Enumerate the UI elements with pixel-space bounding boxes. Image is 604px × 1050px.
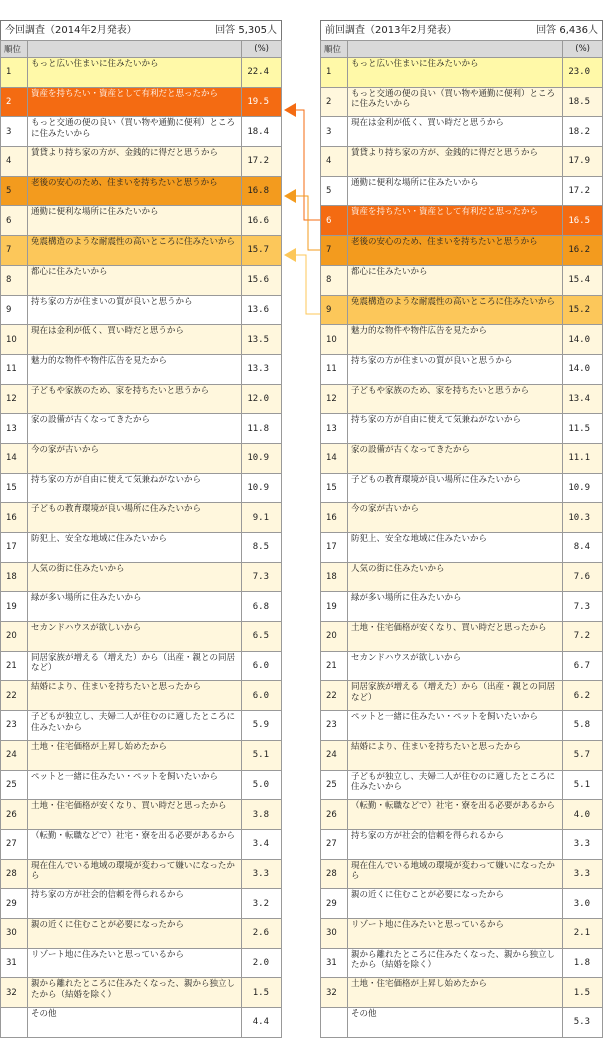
reason-cell: 現在は金利が低く、買い時だと思うから bbox=[348, 117, 563, 147]
rank-header: 順位 bbox=[1, 41, 28, 58]
rank-cell: 6 bbox=[1, 206, 28, 236]
reason-cell: 同居家族が増える（増えた）から（出産・親との同居など） bbox=[348, 681, 563, 711]
table-row bbox=[1, 443, 282, 473]
reason-header bbox=[348, 41, 563, 58]
table-row bbox=[321, 443, 603, 473]
reason-cell: 老後の安心のため、住まいを持ちたいと思うから bbox=[348, 236, 563, 266]
reason-cell: 家の設備が古くなってきたから bbox=[28, 414, 242, 444]
table-row bbox=[1, 206, 282, 236]
reason-cell: 結婚により、住まいを持ちたいと思ったから bbox=[28, 681, 242, 711]
table-row bbox=[1, 622, 282, 652]
table-row bbox=[1, 473, 282, 503]
reason-cell: ペットと一緒に住みたい・ペットを飼いたいから bbox=[28, 770, 242, 800]
reason-cell: 同居家族が増える（増えた）から（出産・親との同居など） bbox=[28, 651, 242, 681]
table-row bbox=[1, 414, 282, 444]
percent-cell: 10.3 bbox=[563, 503, 603, 533]
reason-cell: 魅力的な物件や物件広告を見たから bbox=[348, 325, 563, 355]
table-row bbox=[321, 236, 603, 266]
percent-cell: 15.4 bbox=[563, 265, 603, 295]
rank-cell: 10 bbox=[321, 325, 348, 355]
reason-cell: 親から離れたところに住みたくなった、親から独立したから（結婚を除く） bbox=[28, 978, 242, 1008]
rank-cell: 19 bbox=[1, 592, 28, 622]
percent-cell: 16.8 bbox=[242, 176, 282, 206]
table-row bbox=[1, 681, 282, 711]
percent-cell: 23.0 bbox=[563, 58, 603, 88]
reason-cell: 都心に住みたいから bbox=[28, 265, 242, 295]
percent-cell: 6.7 bbox=[563, 651, 603, 681]
percent-cell: 15.6 bbox=[242, 265, 282, 295]
percent-cell: 7.6 bbox=[563, 562, 603, 592]
reason-cell: 現在は金利が低く、買い時だと思うから bbox=[28, 325, 242, 355]
reason-cell: 持ち家の方が自由に使えて気兼ねがないから bbox=[348, 414, 563, 444]
table-row bbox=[321, 117, 603, 147]
reason-cell: 土地・住宅価格が安くなり、買い時だと思ったから bbox=[348, 622, 563, 652]
percent-cell: 1.5 bbox=[563, 978, 603, 1008]
percent-cell: 3.2 bbox=[242, 889, 282, 919]
rank-cell: 13 bbox=[1, 414, 28, 444]
reason-cell: 免震構造のような耐震性の高いところに住みたいから bbox=[28, 236, 242, 266]
reason-cell: 人気の街に住みたいから bbox=[28, 562, 242, 592]
percent-cell: 3.3 bbox=[563, 829, 603, 859]
reason-header bbox=[28, 41, 242, 58]
rank-cell: 14 bbox=[1, 443, 28, 473]
rank-cell: 7 bbox=[321, 236, 348, 266]
reason-cell: 資産を持ちたい・資産として有利だと思ったから bbox=[348, 206, 563, 236]
reason-cell: 子どもや家族のため、家を持ちたいと思うから bbox=[348, 384, 563, 414]
percent-cell: 8.5 bbox=[242, 533, 282, 563]
percent-unit-header: (%) bbox=[563, 41, 603, 58]
reason-cell: 持ち家の方が社会的信頼を得られるから bbox=[348, 829, 563, 859]
rank-header: 順位 bbox=[321, 41, 348, 58]
current-survey-rows bbox=[1, 58, 282, 1038]
percent-cell: 2.0 bbox=[242, 948, 282, 978]
rank-cell: 10 bbox=[1, 325, 28, 355]
table-row bbox=[1, 889, 282, 919]
percent-cell: 11.8 bbox=[242, 414, 282, 444]
table-row bbox=[321, 354, 603, 384]
percent-cell: 14.0 bbox=[563, 354, 603, 384]
reason-cell: 持ち家の方が自由に使えて気兼ねがないから bbox=[28, 473, 242, 503]
rank-cell: 27 bbox=[1, 829, 28, 859]
previous-survey-rows bbox=[321, 58, 603, 1038]
rank-cell: 20 bbox=[321, 622, 348, 652]
table-row bbox=[321, 473, 603, 503]
rank-cell: 5 bbox=[321, 176, 348, 206]
table-row bbox=[1, 918, 282, 948]
percent-cell: 14.0 bbox=[563, 325, 603, 355]
table-row bbox=[321, 711, 603, 741]
percent-cell: 2.6 bbox=[242, 918, 282, 948]
reason-cell: 賃貸より持ち家の方が、金銭的に得だと思うから bbox=[348, 147, 563, 177]
percent-cell: 5.0 bbox=[242, 770, 282, 800]
table-row bbox=[321, 622, 603, 652]
reason-cell: もっと交通の便の良い（買い物や通勤に便利）ところに住みたいから bbox=[28, 117, 242, 147]
percent-cell: 5.1 bbox=[242, 740, 282, 770]
percent-cell: 22.4 bbox=[242, 58, 282, 88]
rank-cell: 18 bbox=[1, 562, 28, 592]
table-row bbox=[1, 592, 282, 622]
reason-cell: セカンドハウスが欲しいから bbox=[28, 622, 242, 652]
reason-cell: 土地・住宅価格が上昇し始めたから bbox=[348, 978, 563, 1008]
reason-cell: 現在住んでいる地域の環境が変わって嫌いになったから bbox=[28, 859, 242, 889]
table-row bbox=[1, 770, 282, 800]
rank-cell: 4 bbox=[1, 147, 28, 177]
reason-cell: 結婚により、住まいを持ちたいと思ったから bbox=[348, 740, 563, 770]
rank-cell: 18 bbox=[321, 562, 348, 592]
percent-cell: 3.4 bbox=[242, 829, 282, 859]
table-row bbox=[321, 770, 603, 800]
percent-cell: 15.7 bbox=[242, 236, 282, 266]
rank-cell: 3 bbox=[1, 117, 28, 147]
table-row bbox=[1, 978, 282, 1008]
percent-cell: 5.9 bbox=[242, 711, 282, 741]
table-row bbox=[321, 592, 603, 622]
reason-cell: その他 bbox=[348, 1008, 563, 1038]
table-row bbox=[1, 87, 282, 117]
arrow-rank9-to-rank7 bbox=[296, 255, 320, 314]
percent-cell: 6.0 bbox=[242, 651, 282, 681]
percent-cell: 7.3 bbox=[563, 592, 603, 622]
table-row bbox=[321, 829, 603, 859]
rank-cell: 29 bbox=[1, 889, 28, 919]
previous-survey-table bbox=[320, 40, 603, 1038]
rank-cell: 31 bbox=[321, 948, 348, 978]
table-row bbox=[1, 147, 282, 177]
rank-cell: 14 bbox=[321, 443, 348, 473]
percent-cell: 1.8 bbox=[563, 948, 603, 978]
rank-cell: 12 bbox=[321, 384, 348, 414]
reason-cell: 今の家が古いから bbox=[28, 443, 242, 473]
arrow-head-icon bbox=[284, 248, 296, 262]
table-row bbox=[321, 384, 603, 414]
rank-cell: 21 bbox=[321, 651, 348, 681]
previous-survey-title: 前回調査（2013年2月発表） bbox=[325, 25, 457, 36]
percent-cell: 2.1 bbox=[563, 918, 603, 948]
rank-cell: 20 bbox=[1, 622, 28, 652]
percent-cell: 15.2 bbox=[563, 295, 603, 325]
reason-cell: （転勤・転職などで）社宅・寮を出る必要があるから bbox=[28, 829, 242, 859]
table-row bbox=[1, 58, 282, 88]
percent-cell: 3.0 bbox=[563, 889, 603, 919]
rank-cell: 13 bbox=[321, 414, 348, 444]
rank-cell: 11 bbox=[1, 354, 28, 384]
table-row bbox=[321, 1008, 603, 1038]
reason-cell: 現在住んでいる地域の環境が変わって嫌いになったから bbox=[348, 859, 563, 889]
table-row bbox=[321, 562, 603, 592]
previous-survey-title-bar bbox=[320, 20, 603, 40]
rank-cell bbox=[321, 1008, 348, 1038]
rank-cell: 16 bbox=[321, 503, 348, 533]
percent-cell: 12.0 bbox=[242, 384, 282, 414]
reason-cell: その他 bbox=[28, 1008, 242, 1038]
table-row bbox=[321, 87, 603, 117]
reason-cell: リゾート地に住みたいと思っているから bbox=[348, 918, 563, 948]
reason-cell: （転勤・転職などで）社宅・寮を出る必要があるから bbox=[348, 800, 563, 830]
arrow-head-icon bbox=[284, 189, 296, 203]
rank-cell: 11 bbox=[321, 354, 348, 384]
percent-cell: 3.3 bbox=[242, 859, 282, 889]
rank-cell: 16 bbox=[1, 503, 28, 533]
reason-cell: 免震構造のような耐震性の高いところに住みたいから bbox=[348, 295, 563, 325]
rank-cell: 32 bbox=[321, 978, 348, 1008]
percent-cell: 5.8 bbox=[563, 711, 603, 741]
rank-cell: 22 bbox=[321, 681, 348, 711]
percent-cell: 18.4 bbox=[242, 117, 282, 147]
rank-cell: 28 bbox=[1, 859, 28, 889]
reason-cell: リゾート地に住みたいと思っているから bbox=[28, 948, 242, 978]
percent-cell: 5.7 bbox=[563, 740, 603, 770]
table-row bbox=[1, 711, 282, 741]
reason-cell: 防犯上、安全な地域に住みたいから bbox=[28, 533, 242, 563]
reason-cell: 魅力的な物件や物件広告を見たから bbox=[28, 354, 242, 384]
percent-cell: 16.6 bbox=[242, 206, 282, 236]
reason-cell: 親の近くに住むことが必要になったから bbox=[28, 918, 242, 948]
rank-cell: 17 bbox=[321, 533, 348, 563]
rank-cell: 26 bbox=[321, 800, 348, 830]
table-row bbox=[1, 740, 282, 770]
reason-cell: 家の設備が古くなってきたから bbox=[348, 443, 563, 473]
percent-cell: 13.6 bbox=[242, 295, 282, 325]
percent-cell: 19.5 bbox=[242, 87, 282, 117]
rank-cell: 21 bbox=[1, 651, 28, 681]
table-row bbox=[321, 325, 603, 355]
reason-cell: 土地・住宅価格が安くなり、買い時だと思ったから bbox=[28, 800, 242, 830]
rank-cell: 7 bbox=[1, 236, 28, 266]
percent-cell: 17.2 bbox=[563, 176, 603, 206]
table-row bbox=[1, 236, 282, 266]
percent-cell: 3.8 bbox=[242, 800, 282, 830]
rank-cell: 15 bbox=[321, 473, 348, 503]
reason-cell: 子どもや家族のため、家を持ちたいと思うから bbox=[28, 384, 242, 414]
reason-cell: 緑が多い場所に住みたいから bbox=[348, 592, 563, 622]
table-row bbox=[321, 800, 603, 830]
reason-cell: 持ち家の方が住まいの質が良いと思うから bbox=[28, 295, 242, 325]
reason-cell: 資産を持ちたい・資産として有利だと思ったから bbox=[28, 87, 242, 117]
arrow-rank6-to-rank2 bbox=[296, 110, 320, 220]
table-row bbox=[321, 948, 603, 978]
table-row bbox=[321, 58, 603, 88]
table-row bbox=[1, 1008, 282, 1038]
reason-cell: 子どもの教育環境が良い場所に住みたいから bbox=[28, 503, 242, 533]
rank-cell: 6 bbox=[321, 206, 348, 236]
rank-cell: 17 bbox=[1, 533, 28, 563]
rank-cell: 26 bbox=[1, 800, 28, 830]
percent-cell: 18.2 bbox=[563, 117, 603, 147]
current-survey-table bbox=[0, 40, 282, 1038]
reason-cell: 緑が多い場所に住みたいから bbox=[28, 592, 242, 622]
rank-cell: 15 bbox=[1, 473, 28, 503]
rank-cell: 2 bbox=[321, 87, 348, 117]
rank-cell: 27 bbox=[321, 829, 348, 859]
table-row bbox=[1, 948, 282, 978]
percent-cell: 17.2 bbox=[242, 147, 282, 177]
table-row bbox=[1, 354, 282, 384]
percent-cell: 10.9 bbox=[563, 473, 603, 503]
reason-cell: 子どもが独立し、夫婦二人が住むのに適したところに住みたいから bbox=[348, 770, 563, 800]
table-row bbox=[1, 295, 282, 325]
table-row bbox=[321, 651, 603, 681]
reason-cell: 子どもが独立し、夫婦二人が住むのに適したところに住みたいから bbox=[28, 711, 242, 741]
rank-cell: 28 bbox=[321, 859, 348, 889]
rank-cell: 30 bbox=[321, 918, 348, 948]
rank-cell bbox=[1, 1008, 28, 1038]
table-row bbox=[1, 384, 282, 414]
percent-cell: 13.5 bbox=[242, 325, 282, 355]
percent-cell: 6.8 bbox=[242, 592, 282, 622]
reason-cell: もっと広い住まいに住みたいから bbox=[348, 58, 563, 88]
table-row bbox=[321, 147, 603, 177]
percent-cell: 10.9 bbox=[242, 443, 282, 473]
rank-cell: 32 bbox=[1, 978, 28, 1008]
reason-cell: 親の近くに住むことが必要になったから bbox=[348, 889, 563, 919]
rank-cell: 23 bbox=[321, 711, 348, 741]
percent-cell: 7.2 bbox=[563, 622, 603, 652]
rank-cell: 8 bbox=[321, 265, 348, 295]
percent-cell: 13.4 bbox=[563, 384, 603, 414]
table-row bbox=[1, 859, 282, 889]
table-row bbox=[321, 978, 603, 1008]
rank-cell: 4 bbox=[321, 147, 348, 177]
rank-cell: 22 bbox=[1, 681, 28, 711]
reason-cell: 持ち家の方が社会的信頼を得られるから bbox=[28, 889, 242, 919]
rank-cell: 19 bbox=[321, 592, 348, 622]
reason-cell: 通勤に便利な場所に住みたいから bbox=[348, 176, 563, 206]
percent-cell: 17.9 bbox=[563, 147, 603, 177]
percent-cell: 9.1 bbox=[242, 503, 282, 533]
rank-cell: 12 bbox=[1, 384, 28, 414]
table-row bbox=[321, 295, 603, 325]
percent-cell: 6.5 bbox=[242, 622, 282, 652]
percent-cell: 6.2 bbox=[563, 681, 603, 711]
percent-cell: 11.1 bbox=[563, 443, 603, 473]
table-row bbox=[321, 681, 603, 711]
rank-cell: 9 bbox=[321, 295, 348, 325]
percent-cell: 6.0 bbox=[242, 681, 282, 711]
rank-cell: 25 bbox=[1, 770, 28, 800]
reason-cell: 子どもの教育環境が良い場所に住みたいから bbox=[348, 473, 563, 503]
reason-cell: 都心に住みたいから bbox=[348, 265, 563, 295]
table-row bbox=[321, 414, 603, 444]
percent-cell: 16.5 bbox=[563, 206, 603, 236]
table-row bbox=[1, 176, 282, 206]
reason-cell: 土地・住宅価格が上昇し始めたから bbox=[28, 740, 242, 770]
percent-cell: 4.0 bbox=[563, 800, 603, 830]
percent-unit-header: (%) bbox=[242, 41, 282, 58]
table-row bbox=[321, 740, 603, 770]
percent-cell: 11.5 bbox=[563, 414, 603, 444]
previous-survey-respondents: 回答 6,436人 bbox=[536, 25, 598, 36]
table-row bbox=[321, 503, 603, 533]
percent-cell: 8.4 bbox=[563, 533, 603, 563]
reason-cell: 人気の街に住みたいから bbox=[348, 562, 563, 592]
rank-cell: 23 bbox=[1, 711, 28, 741]
table-row bbox=[321, 206, 603, 236]
rank-cell: 29 bbox=[321, 889, 348, 919]
table-row bbox=[1, 800, 282, 830]
table-row bbox=[321, 918, 603, 948]
reason-cell: 親から離れたところに住みたくなった、親から独立したから（結婚を除く） bbox=[348, 948, 563, 978]
percent-cell: 5.3 bbox=[563, 1008, 603, 1038]
rank-cell: 31 bbox=[1, 948, 28, 978]
table-row bbox=[1, 503, 282, 533]
rank-cell: 9 bbox=[1, 295, 28, 325]
table-row bbox=[321, 889, 603, 919]
rank-cell: 24 bbox=[1, 740, 28, 770]
rank-cell: 5 bbox=[1, 176, 28, 206]
rank-cell: 1 bbox=[1, 58, 28, 88]
arrow-rank7-to-rank5 bbox=[296, 196, 320, 250]
arrow-head-icon bbox=[284, 103, 296, 117]
current-survey-respondents: 回答 5,305人 bbox=[215, 25, 277, 36]
reason-cell: ペットと一緒に住みたい・ペットを飼いたいから bbox=[348, 711, 563, 741]
percent-cell: 3.3 bbox=[563, 859, 603, 889]
percent-cell: 5.1 bbox=[563, 770, 603, 800]
reason-cell: 賃貸より持ち家の方が、金銭的に得だと思うから bbox=[28, 147, 242, 177]
table-row bbox=[1, 325, 282, 355]
current-survey-title: 今回調査（2014年2月発表） bbox=[5, 25, 137, 36]
rank-cell: 25 bbox=[321, 770, 348, 800]
reason-cell: 防犯上、安全な地域に住みたいから bbox=[348, 533, 563, 563]
percent-cell: 4.4 bbox=[242, 1008, 282, 1038]
percent-cell: 18.5 bbox=[563, 87, 603, 117]
rank-cell: 24 bbox=[321, 740, 348, 770]
current-survey-title-bar bbox=[0, 20, 282, 40]
table-row bbox=[1, 265, 282, 295]
table-row bbox=[1, 829, 282, 859]
percent-cell: 13.3 bbox=[242, 354, 282, 384]
percent-cell: 1.5 bbox=[242, 978, 282, 1008]
percent-cell: 7.3 bbox=[242, 562, 282, 592]
table-row bbox=[1, 562, 282, 592]
rank-cell: 2 bbox=[1, 87, 28, 117]
reason-cell: セカンドハウスが欲しいから bbox=[348, 651, 563, 681]
table-row bbox=[1, 533, 282, 563]
rank-cell: 8 bbox=[1, 265, 28, 295]
rank-cell: 1 bbox=[321, 58, 348, 88]
rank-cell: 30 bbox=[1, 918, 28, 948]
reason-cell: 今の家が古いから bbox=[348, 503, 563, 533]
table-row bbox=[321, 533, 603, 563]
table-row bbox=[1, 651, 282, 681]
table-row bbox=[321, 859, 603, 889]
percent-cell: 10.9 bbox=[242, 473, 282, 503]
reason-cell: もっと交通の便の良い（買い物や通勤に便利）ところに住みたいから bbox=[348, 87, 563, 117]
reason-cell: 通勤に便利な場所に住みたいから bbox=[28, 206, 242, 236]
table-row bbox=[321, 176, 603, 206]
reason-cell: 持ち家の方が住まいの質が良いと思うから bbox=[348, 354, 563, 384]
table-row bbox=[321, 265, 603, 295]
percent-cell: 16.2 bbox=[563, 236, 603, 266]
rank-cell: 3 bbox=[321, 117, 348, 147]
reason-cell: もっと広い住まいに住みたいから bbox=[28, 58, 242, 88]
reason-cell: 老後の安心のため、住まいを持ちたいと思うから bbox=[28, 176, 242, 206]
table-row bbox=[1, 117, 282, 147]
